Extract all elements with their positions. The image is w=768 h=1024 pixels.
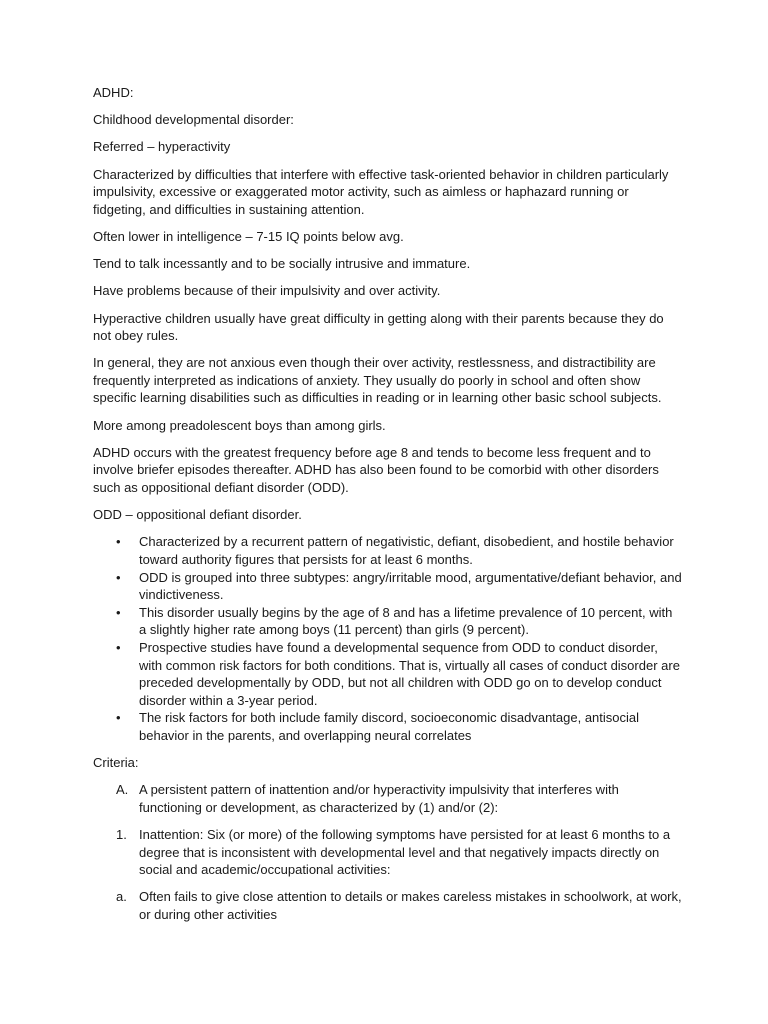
criteria-text: A persistent pattern of inattention and/or hyperactivity impulsivity that interferes with functioning or development, as characterized by (1) and/or (2): <box>139 782 619 815</box>
criteria-item-a-sub <box>93 888 683 923</box>
list-item <box>93 639 683 709</box>
bullet-icon: • <box>116 710 121 726</box>
criteria-marker: a. <box>116 889 127 905</box>
paragraph-characterized: Characterized by difficulties that interfere with effective task-oriented behavior in children particularly impulsivity, excessive or exaggerated motor activity, such as aimless or haphazard running or fidgeting, and difficulties in sustaining attention. <box>93 166 669 217</box>
document-page <box>93 84 683 933</box>
list-item-text: Prospective studies have found a developmental sequence from ODD to conduct disorder, with common risk factors for both conditions. That is, virtually all cases of conduct disorder are preceded developmentally by ODD, but not all children with ODD go on to develop conduct disorder within a 3-year period. <box>139 639 680 708</box>
list-item-text: The risk factors for both include family discord, socioeconomic disadvantage, antisocial behavior in the parents, and overlapping neural correlates <box>139 710 640 743</box>
paragraph-frequency: ADHD occurs with the greatest frequency before age 8 and tends to become less frequent and to involve briefer episodes thereafter. ADHD has also been found to be comorbid with other disorders such as oppositional defiant disorder (ODD). <box>93 444 659 496</box>
odd-bullet-list <box>93 533 683 744</box>
list-item <box>93 533 683 568</box>
list-item-text: ODD is grouped into three subtypes: angry/irritable mood, argumentative/defiant behavior, and vindictiveness. <box>139 569 682 603</box>
bullet-icon: • <box>116 604 121 620</box>
criteria-item-1 <box>93 826 683 879</box>
bullet-icon: • <box>116 569 121 585</box>
heading-criteria: Criteria: <box>93 755 139 771</box>
paragraph-boys-girls: More among preadolescent boys than among girls. <box>93 417 386 433</box>
paragraph-talk: Tend to talk incessantly and to be socially intrusive and immature. <box>93 256 471 272</box>
heading-adhd: ADHD: <box>93 85 134 100</box>
paragraph-referred: Referred – hyperactivity <box>93 139 231 155</box>
paragraph-parents: Hyperactive children usually have great difficulty in getting along with their parents because they do not obey rules. <box>93 310 664 344</box>
list-item-text: Characterized by a recurrent pattern of negativistic, defiant, disobedient, and hostile behavior toward authority figures that persists for at least 6 months. <box>139 534 674 567</box>
criteria-text: Inattention: Six (or more) of the following symptoms have persisted for at least 6 months to a degree that is inconsistent with developmental level and that negatively impacts directly on social and academic/occupational activities: <box>139 827 671 878</box>
bullet-icon: • <box>116 639 121 655</box>
bullet-icon: • <box>116 534 121 550</box>
paragraph-intelligence: Often lower in intelligence – 7-15 IQ points below avg. <box>93 228 404 244</box>
paragraph-anxiety: In general, they are not anxious even though their over activity, restlessness, and distractibility are frequently interpreted as indications of anxiety. They usually do poorly in school and often show specific learning disabilities such as difficulties in reading or in learning other basic school subjects. <box>93 355 662 406</box>
criteria-marker: A. <box>116 782 129 798</box>
heading-odd: ODD – oppositional defiant disorder. <box>93 507 302 523</box>
paragraph-developmental-disorder: Childhood developmental disorder: <box>93 112 294 128</box>
list-item-text: This disorder usually begins by the age of 8 and has a lifetime prevalence of 10 percent, with a slightly higher rate among boys (11 percent) than girls (9 percent). <box>139 604 673 638</box>
list-item <box>93 604 683 639</box>
criteria-marker: 1. <box>116 827 127 843</box>
criteria-text: Often fails to give close attention to details or makes careless mistakes in schoolwork, at work, or during other activities <box>139 889 682 923</box>
criteria-item-a <box>93 781 683 816</box>
list-item <box>93 569 683 604</box>
paragraph-problems: Have problems because of their impulsivity and over activity. <box>93 283 441 299</box>
list-item <box>93 709 683 744</box>
